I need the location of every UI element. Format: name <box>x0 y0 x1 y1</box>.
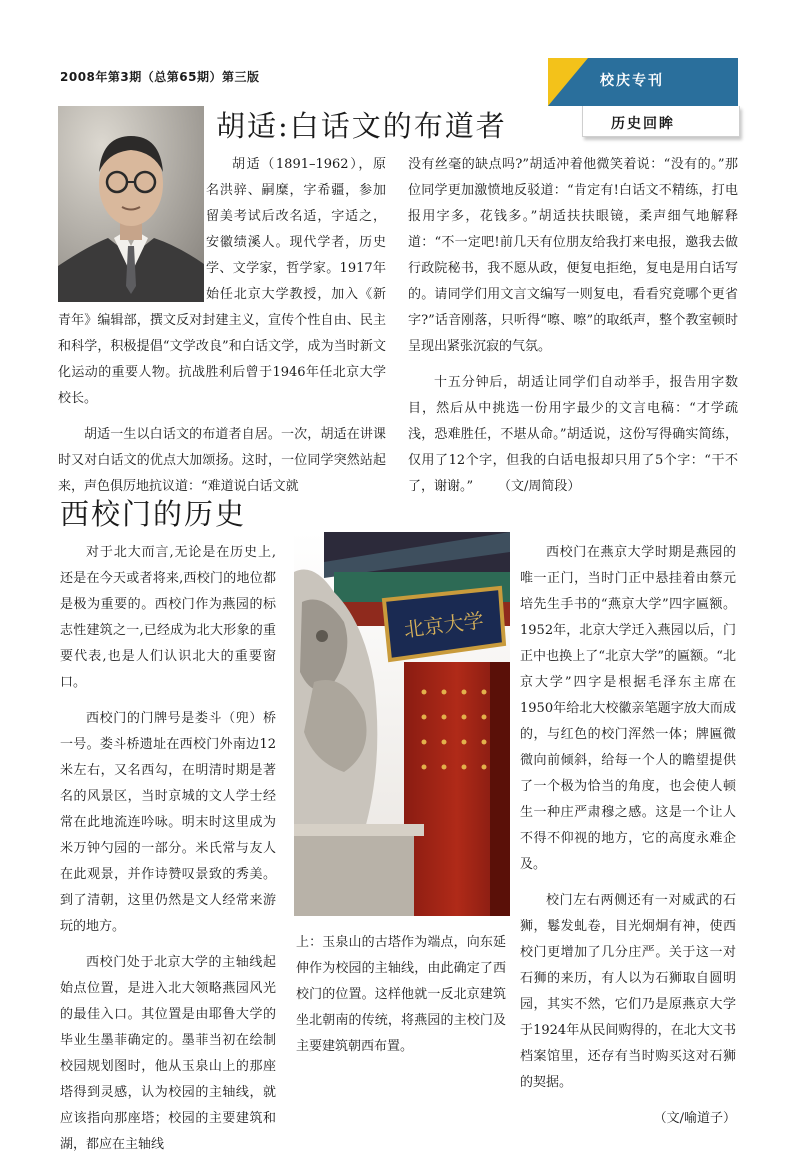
portrait-wrap-spacer <box>58 152 206 302</box>
article2-title: 西校门的历史 <box>60 497 247 531</box>
article1-paragraph-2-part: 胡适一生以白话文的布道者自居。一次，胡适在讲课时又对白话文的优点大加颂扬。这时，一位同学突然站起来，声色俱厉地抗议道：“难道说白话文就 <box>58 427 386 494</box>
article2-column-right <box>520 540 736 1142</box>
badge-yellow-triangle <box>548 58 588 106</box>
issue-line: 2008年第3期（总第65期）第三版 <box>60 70 260 84</box>
article1-paragraph-1: 胡适（1891–1962），原名洪骍、嗣糜，字希疆，参加留美考试后改名适，字适之，安徽绩溪人。现代学者，历史学、文学家，哲学家。1917年始任北京大学教授，加入《新青年》编辑部，撰文反对封建主义，宣传个性自由、民主和科学，积极提倡“文学改良”和白话文学，成为当时新文化运动的重要人物。抗战胜利后曾于1946年任北京大学校长。 <box>58 157 386 406</box>
article1-column-right <box>408 152 738 510</box>
badge-bottom-label: 历史回眸 <box>611 116 675 132</box>
article2-column-middle <box>296 930 506 1070</box>
article1-author: （文/周简段） <box>497 479 581 494</box>
article1-column-left <box>58 152 386 510</box>
article1-title: 胡适:白话文的布道者 <box>216 109 507 143</box>
gate-photo <box>294 532 510 916</box>
article2-author: （文/喻道子） <box>653 1111 736 1126</box>
article2-paragraph-5: 校门左右两侧还有一对威武的石狮，鬈发虬卷，目光炯炯有神，使西校门更增加了几分庄严。关于这一对石狮的来历，有人以为石狮取自圆明园，其实不然，它们乃是原燕京大学于1924年从民间购得的，在北大文书档案馆里，还存有当时购买这对石狮的契据。 <box>520 893 736 1090</box>
gate-plaque-text: 北京大学 <box>402 608 485 642</box>
section-badge <box>548 58 738 142</box>
article2-paragraph-4: 西校门在燕京大学时期是燕园的唯一正门，当时门正中悬挂着由蔡元培先生手书的“燕京大学”四字匾额。1952年，北京大学迁入燕园以后，门正中也换上了“北京大学”的匾额。“北京大学”四字是根据毛泽东主席在1950年给北大校徽亲笔题字放大而成的，与红色的校门浑然一体；牌匾微微向前倾斜，给每一个人的瞻望提供了一个极为恰当的角度，也会使人顿生一种庄严肃穆之感。这是一个让人不得不仰视的地方，它的高度永难企及。 <box>520 545 736 872</box>
article2-column-left <box>60 540 276 1168</box>
badge-bottom-box <box>582 106 740 137</box>
article1-paragraph-3 <box>408 370 738 500</box>
article1-paragraph-3-text: 十五分钟后，胡适让同学们自动举手，报告用字数目，然后从中挑选一份用字最少的文言电稿：“才学疏浅，恐难胜任，不堪从命。”胡适说，这份写得确实简练，仅用了12个字，但我的白话电报却只用了5个字：“干不了，谢谢。” <box>408 375 738 494</box>
article2-paragraph-3-cont: 上：玉泉山的古塔作为端点，向东延伸作为校园的主轴线，由此确定了西校门的位置。这样他就一反北京建筑坐北朝南的传统，将燕园的主校门及主要建筑朝西布置。 <box>296 935 506 1054</box>
article2-paragraph-3-part: 西校门处于北京大学的主轴线起始点位置，是进入北大领略燕园风光的最佳入口。其位置是由耶鲁大学的毕业生墨菲确定的。墨菲当初在绘制校园规划图时，他从玉泉山上的那座塔得到灵感，认为校园的主轴线，就应该指向那座塔；校园的主要建筑和湖，都应在主轴线 <box>60 955 276 1152</box>
photo-west-gate-stone-lion-icon <box>294 532 510 916</box>
article2-paragraph-1: 对于北大而言,无论是在历史上,还是在今天或者将来,西校门的地位都是极为重要的。西校门作为燕园的标志性建筑之一,已经成为北大形象的重要代表,也是人们认识北大的重要窗口。 <box>60 545 276 690</box>
badge-top-label: 校庆专刊 <box>600 73 664 89</box>
article1-paragraph-2-cont: 没有丝毫的缺点吗?”胡适冲着他微笑着说：“没有的。”那位同学更加激愤地反驳道：“肯定有!白话文不精练，打电报用字多，花钱多。”胡适扶扶眼镜，柔声细气地解释道：“不一定吧!前几天有位朋友给我打来电报，邀我去做行政院秘书，我不愿从政，便复电拒绝，复电是用白话写的。请同学们用文言文编写一则复电，看看究竟哪个更省字?”话音刚落，只听得“嚓、嚓”的取纸声，整个教室顿时呈现出紧张沉寂的气氛。 <box>408 157 738 354</box>
article2-paragraph-2: 西校门的门牌号是娄斗（兜）桥一号。娄斗桥遗址在西校门外南边12米左右，又名西勾，在明清时期是著名的风景区，当时京城的文人学士经常在此地流连吟咏。明末时这里成为米万钟勺园的一部分。米氏常与友人在此观景，并作诗赞叹景致的秀美。到了清朝，这里仍然是文人经常来游玩的地方。 <box>60 711 276 934</box>
